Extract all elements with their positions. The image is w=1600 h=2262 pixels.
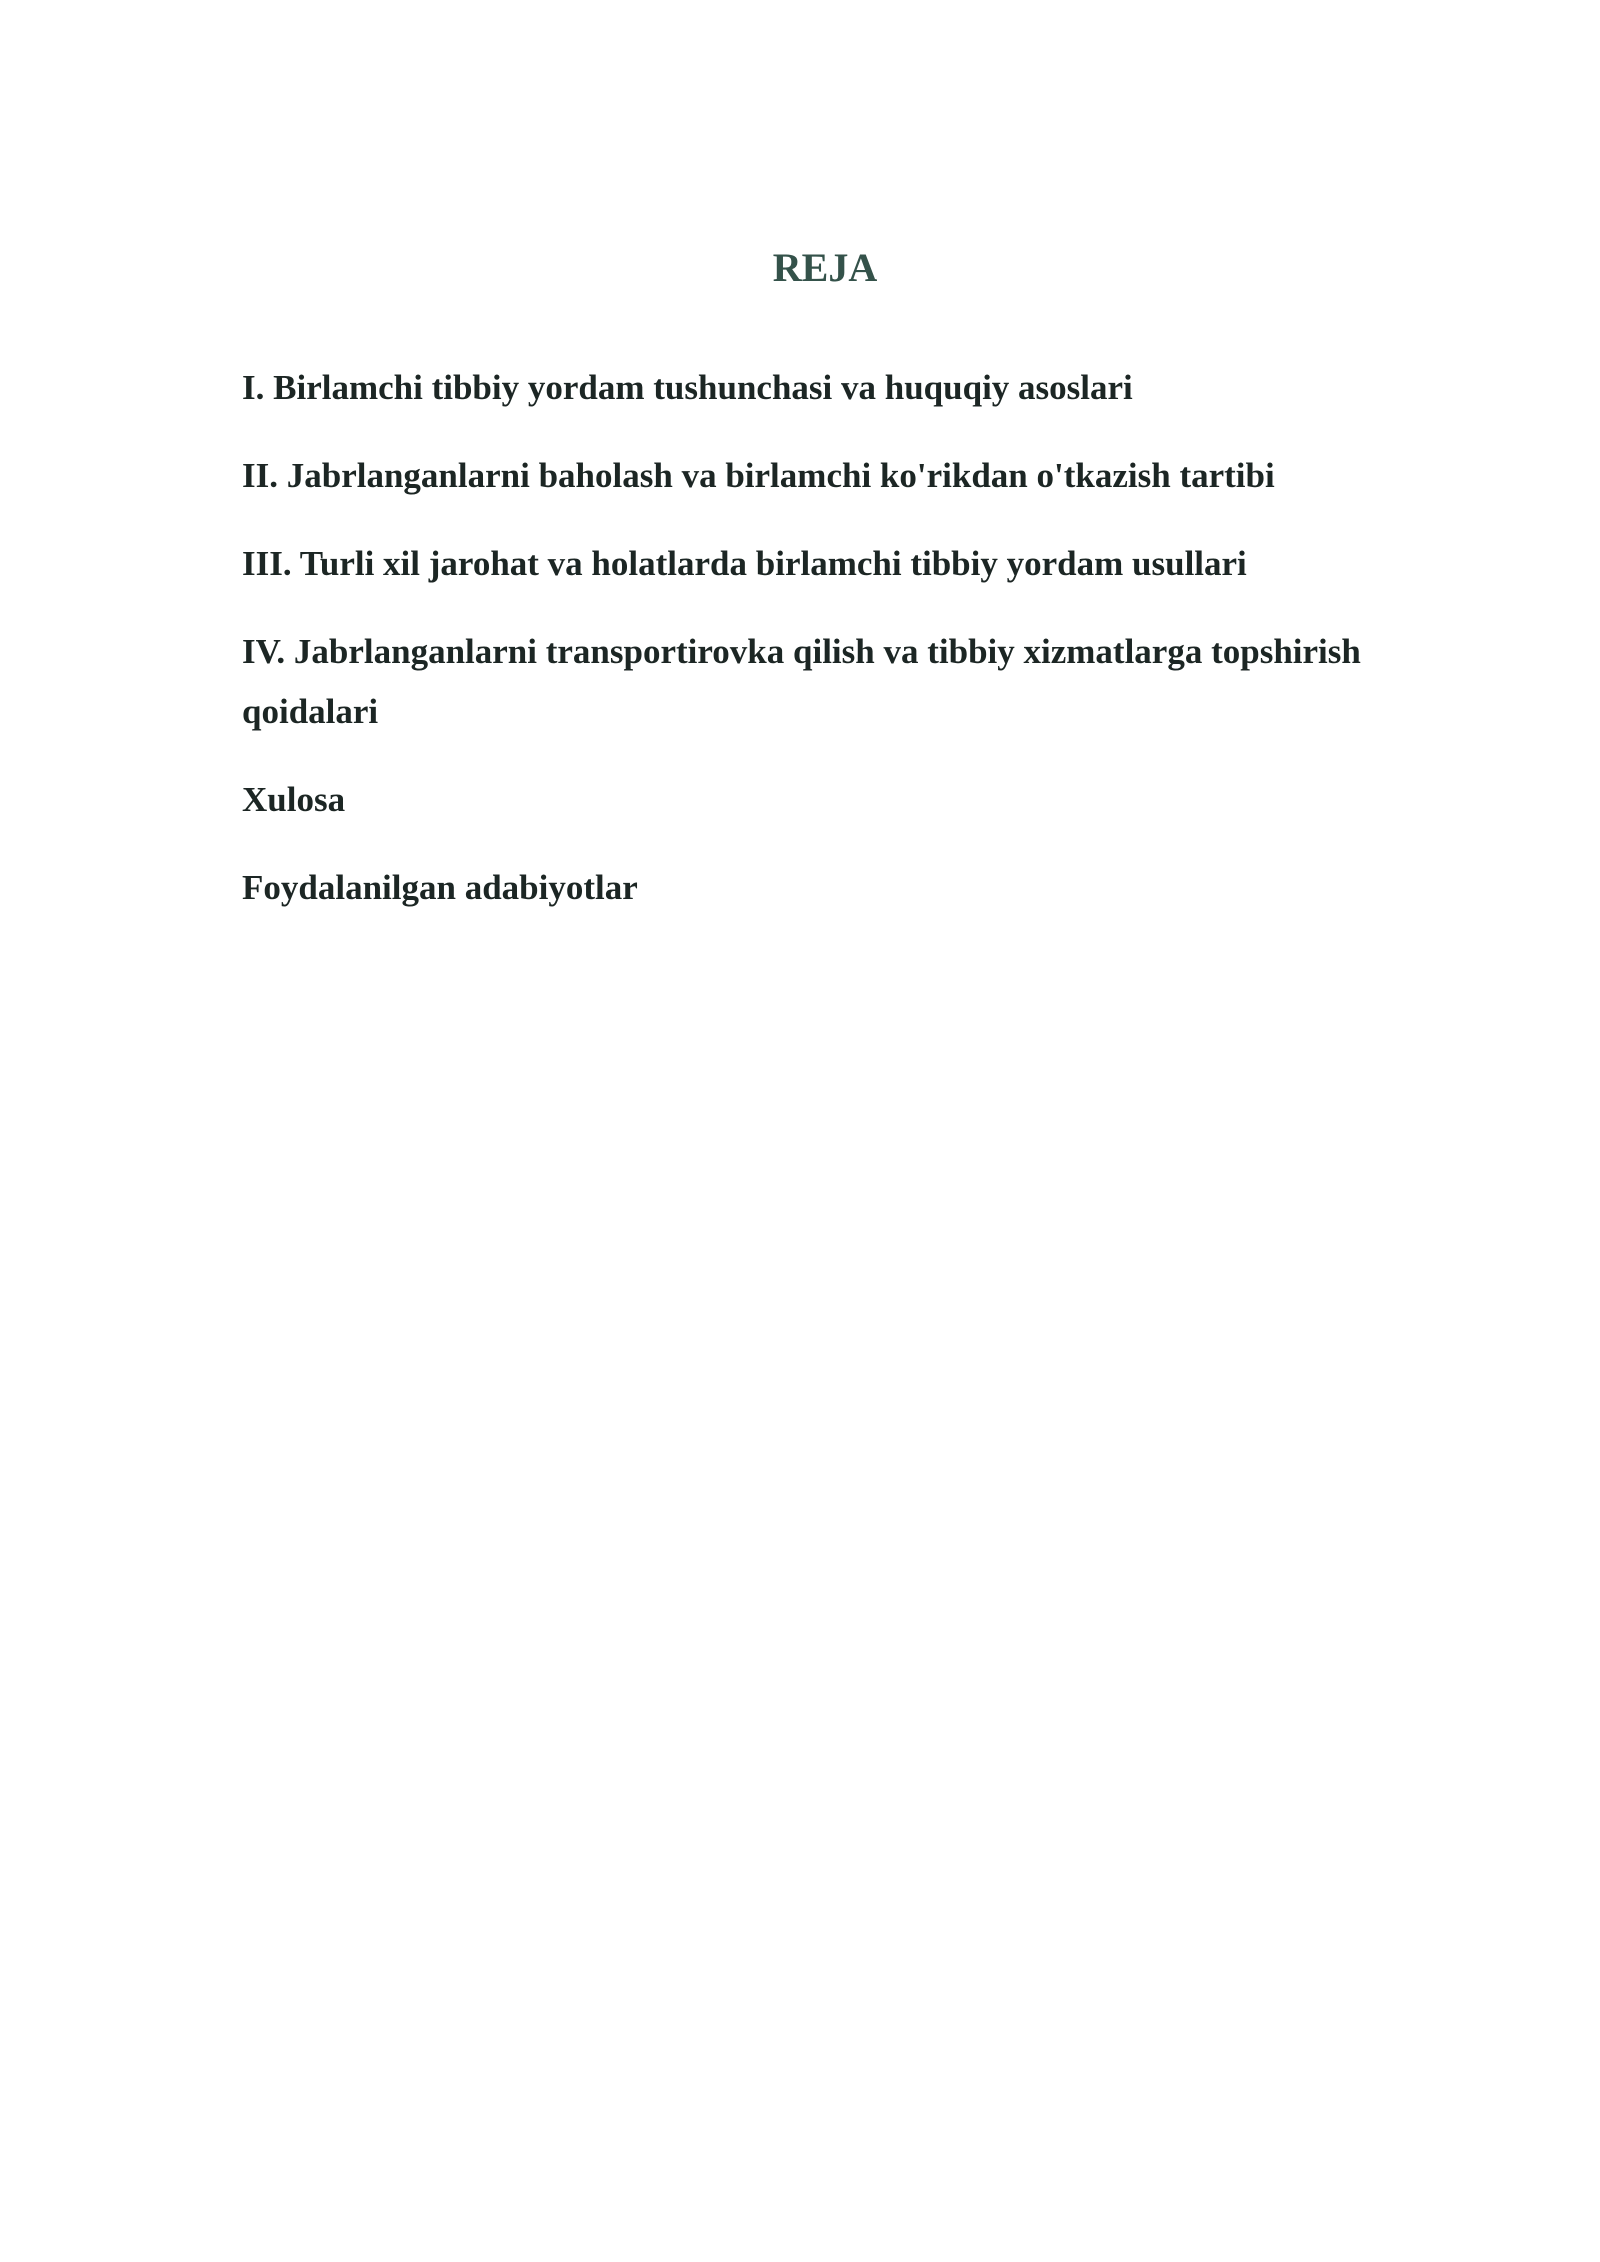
toc-item-references: Foydalanilgan adabiyotlar: [242, 868, 638, 907]
toc-item-conclusion: Xulosa: [242, 780, 346, 819]
toc-item-section-4: IV. Jabrlanganlarni transportirovka qilish va tibbiy xizmatlarga topshirish qoidalari: [242, 632, 1361, 731]
toc-item-section-1: I. Birlamchi tibbiy yordam tushunchasi va huquqiy asoslari: [242, 368, 1133, 407]
page-title: REJA: [772, 245, 878, 290]
toc-item-section-3: III. Turli xil jarohat va holatlarda birlamchi tibbiy yordam usullari: [242, 544, 1247, 583]
table-of-contents: [242, 358, 1382, 946]
toc-item-section-2: II. Jabrlanganlarni baholash va birlamchi ko'rikdan o'tkazish tartibi: [242, 456, 1275, 495]
